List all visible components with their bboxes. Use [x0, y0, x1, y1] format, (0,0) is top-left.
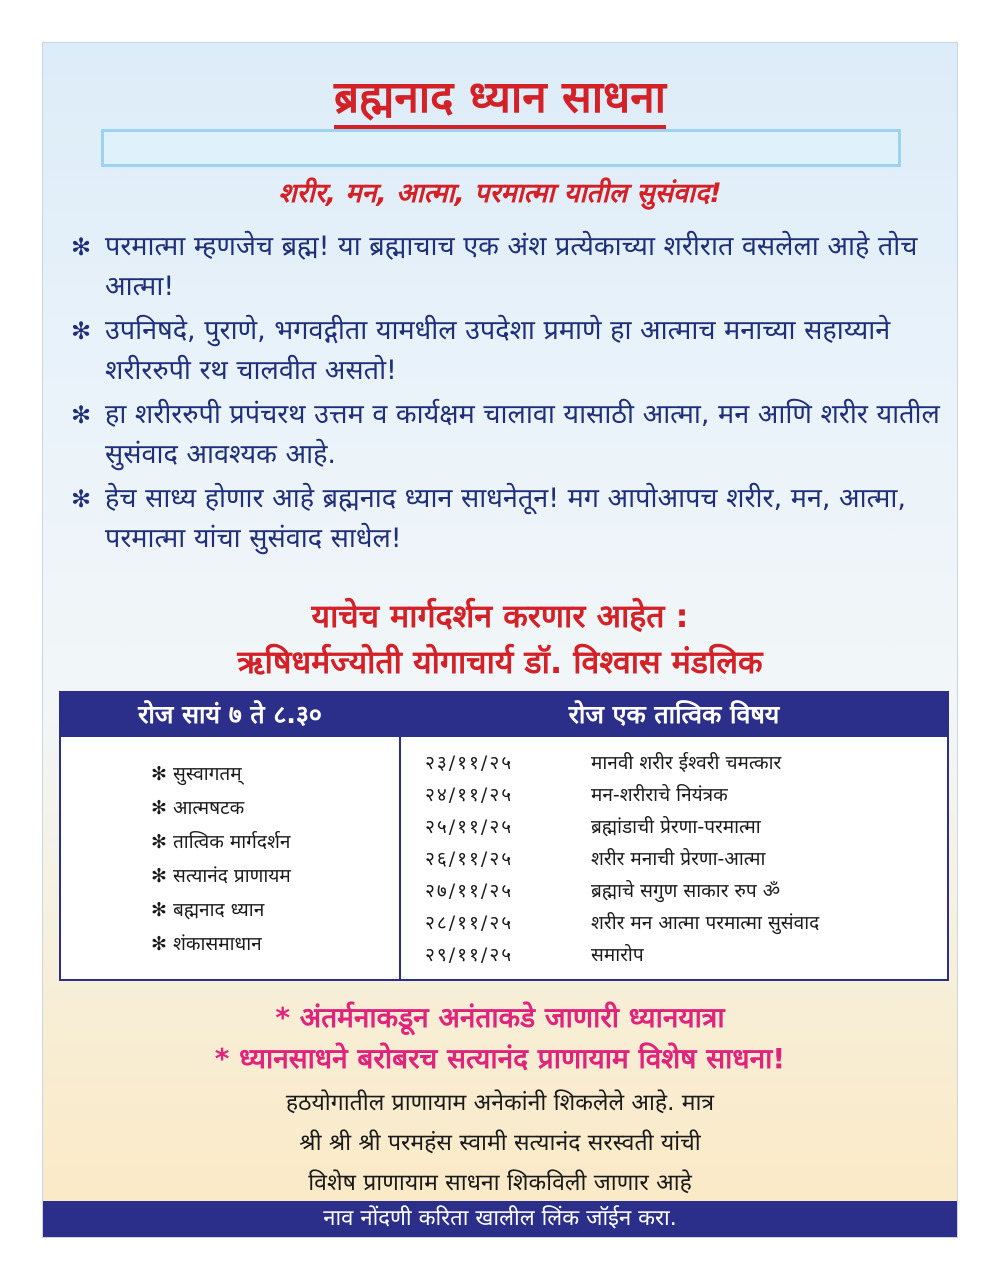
guide-section	[43, 593, 957, 685]
intro-point: ✻ उपनिषदे, पुराणे, भगवद्गीता यामधील उपदेशा प्रमाणे हा आत्माच मनाच्या सहाय्याने शरीररुपी रथ चालवीत असतो!	[65, 311, 945, 391]
info-line: हठयोगातील प्राणायाम अनेकांनी शिकलेले आहे. मात्र	[285, 1090, 715, 1116]
poster-subtitle: शरीर, मन, आत्मा, परमात्मा यातील सुसंवाद!	[278, 178, 722, 209]
schedule-row: २३/११/२५ मानवी शरीर ईश्वरी चमत्कार	[425, 752, 782, 774]
poster-title: ब्रह्मनाद ध्यान साधना	[43, 65, 957, 125]
topic-schedule	[401, 737, 947, 979]
schedule-row: २९/११/२५ समारोप	[425, 944, 644, 966]
asterisk-icon: ✻	[71, 317, 92, 345]
asterisk-icon: ✻	[71, 233, 92, 261]
session-step: ✻ आत्मषटक	[151, 797, 245, 819]
session-step: ✻ बह्मनाद ध्यान	[151, 899, 265, 921]
intro-point: ✻ हेच साध्य होणार आहे ब्रह्मनाद ध्यान साधनेतून! मग आपोआपच शरीर, मन, आत्मा, परमात्मा यांचा सुसंवाद साधेल!	[65, 479, 945, 559]
schedule-row: २८/११/२५ शरीर मन आत्मा परमात्मा सुसंवाद	[425, 912, 820, 934]
schedule-row: २४/११/२५ मन-शरीराचे नियंत्रक	[425, 784, 728, 806]
pranayam-info	[43, 1083, 957, 1203]
intro-point: ✻ हा शरीररुपी प्रपंचरथ उत्तम व कार्यक्षम चालावा यासाठी आत्मा, मन आणि शरीर यातील सुसंवाद आवश्यक आहे.	[65, 395, 945, 475]
guide-name: ऋषिधर्मज्योती योगाचार्य डॉ. विश्वास मंडलिक	[237, 643, 763, 681]
session-step: ✻ सत्यानंद प्राणायम	[151, 865, 291, 887]
highlight-journey: * अंतर्मनाकडून अनंताकडे जाणारी ध्यानयात्रा	[275, 1001, 725, 1034]
daily-time-header: रोज सायं ७ ते ८.३०	[61, 693, 401, 737]
intro-point: ✻ परमात्मा म्हणजेच ब्रह्म! या ब्रह्माचाच एक अंश प्रत्येकाच्या शरीरात वसलेला आहे तोच आत्मा!	[65, 227, 945, 307]
schedule-table	[59, 691, 949, 981]
session-step: ✻ शंकासमाधान	[151, 933, 262, 955]
poster	[42, 42, 958, 1238]
redacted-banner	[101, 129, 901, 167]
session-step: ✻ सुस्वागतम्	[151, 763, 242, 785]
daily-topic-header: रोज एक तात्विक विषय	[568, 700, 780, 729]
info-line: विशेष प्राणायाम साधना शिकविली जाणार आहे	[308, 1170, 692, 1196]
schedule-row: २७/११/२५ ब्रह्माचे सगुण साकार रुप ॐ	[425, 880, 781, 902]
schedule-row: २६/११/२५ शरीर मनाची प्रेरणा-आत्मा	[425, 848, 766, 870]
info-line: श्री श्री श्री परमहंस स्वामी सत्यानंद सरस्वती यांची	[299, 1130, 701, 1156]
guide-intro: याचेच मार्गदर्शन करणार आहेत :	[311, 597, 689, 635]
asterisk-icon: ✻	[71, 485, 92, 513]
intro-points	[65, 227, 945, 563]
session-steps	[61, 737, 401, 979]
table-body	[61, 737, 947, 979]
registration-footer: नाव नोंदणी करिता खालील लिंक जॉईन करा.	[43, 1201, 957, 1237]
table-header	[61, 693, 947, 737]
asterisk-icon: ✻	[71, 401, 92, 429]
schedule-row: २५/११/२५ ब्रह्मांडाची प्रेरणा-परमात्मा	[425, 816, 761, 838]
highlight-pranayam: * ध्यानसाधने बरोबरच सत्यानंद प्राणायाम विशेष साधना!	[214, 1042, 786, 1075]
session-step: ✻ तात्विक मार्गदर्शन	[151, 831, 291, 853]
